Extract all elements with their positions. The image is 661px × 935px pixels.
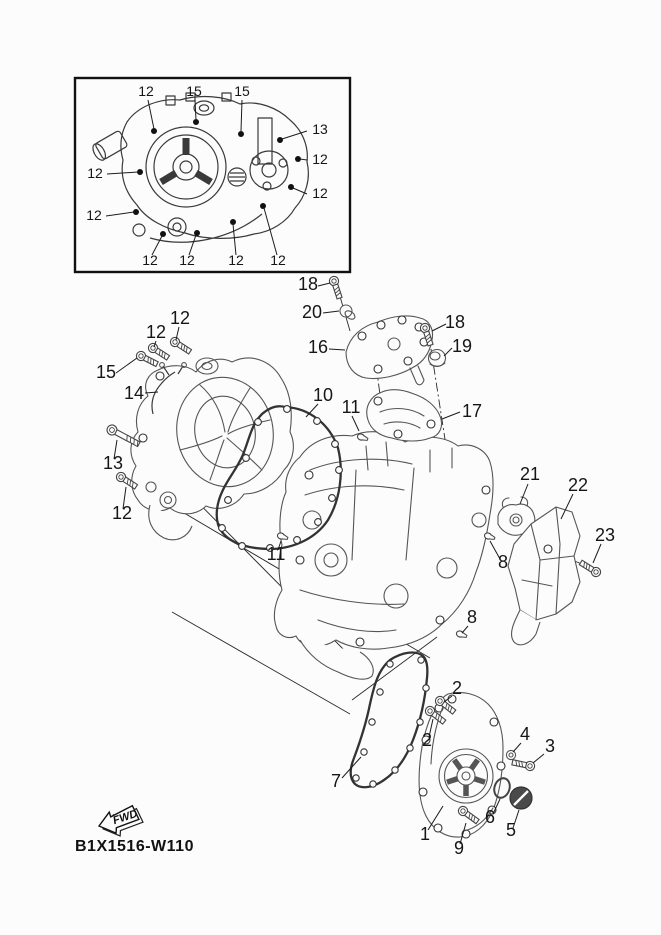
inset-callout-15a: 15: [186, 83, 202, 99]
inset-callout-12c: 12: [87, 165, 103, 181]
part-crankcase: [274, 432, 493, 679]
callout-2b: 2: [421, 730, 433, 750]
callout-3: 3: [544, 736, 556, 756]
callout-10: 10: [312, 385, 334, 405]
part-bolt-18a: [328, 275, 344, 299]
inset-callout-12d: 12: [312, 185, 328, 201]
part-pin-8b: [456, 630, 468, 639]
callout-15: 15: [95, 362, 117, 382]
inset-callout-12a: 12: [138, 83, 154, 99]
part-bolt-3: [511, 758, 535, 772]
inset-callout-12g: 12: [179, 252, 195, 268]
callout-23: 23: [594, 525, 616, 545]
callout-5: 5: [505, 820, 517, 840]
callout-6: 6: [484, 807, 496, 827]
callout-12b: 12: [169, 308, 191, 328]
part-washer-4: [506, 750, 515, 759]
callout-4: 4: [519, 724, 531, 744]
callout-18a: 18: [297, 274, 319, 294]
callout-22: 22: [567, 475, 589, 495]
callout-18b: 18: [444, 312, 466, 332]
part-bracket-17: [367, 390, 442, 441]
callout-16: 16: [307, 337, 329, 357]
callout-19: 19: [451, 336, 473, 356]
inset-callout-15b: 15: [234, 83, 250, 99]
inset-callout-13: 13: [312, 121, 328, 137]
part-bolt-23: [578, 559, 602, 579]
part-code: B1X1516-W110: [75, 838, 194, 855]
callout-12c: 12: [111, 503, 133, 523]
callout-13: 13: [102, 453, 124, 473]
callout-14: 14: [123, 383, 145, 403]
inset-callout-12e: 12: [86, 207, 102, 223]
callout-12a: 12: [145, 322, 167, 342]
part-cap-19: [429, 350, 446, 367]
inset-callout-12i: 12: [270, 252, 286, 268]
inset-callout-12h: 12: [228, 252, 244, 268]
fwd-label: FWD: [111, 807, 139, 828]
part-cap-5: [510, 787, 532, 809]
callout-7: 7: [330, 771, 342, 791]
callout-20: 20: [301, 302, 323, 322]
callout-8b: 8: [466, 607, 478, 627]
part-cap-20: [340, 305, 356, 321]
callout-9: 9: [453, 838, 465, 858]
part-clutch-cover: [131, 358, 293, 540]
part-cover-plate-16: [346, 316, 433, 385]
callout-11b: 11: [266, 544, 286, 564]
callout-17: 17: [461, 401, 483, 421]
callout-1: 1: [419, 824, 431, 844]
inset-box: [75, 78, 350, 272]
callout-21: 21: [519, 464, 541, 484]
callout-8a: 8: [497, 552, 509, 572]
inset-callout-12b: 12: [312, 151, 328, 167]
fwd-arrow-icon: [96, 803, 145, 841]
callout-11a: 11: [341, 397, 361, 417]
inset-callout-12f: 12: [142, 252, 158, 268]
part-bolt-12b: [169, 336, 193, 356]
callout-2a: 2: [451, 678, 463, 698]
